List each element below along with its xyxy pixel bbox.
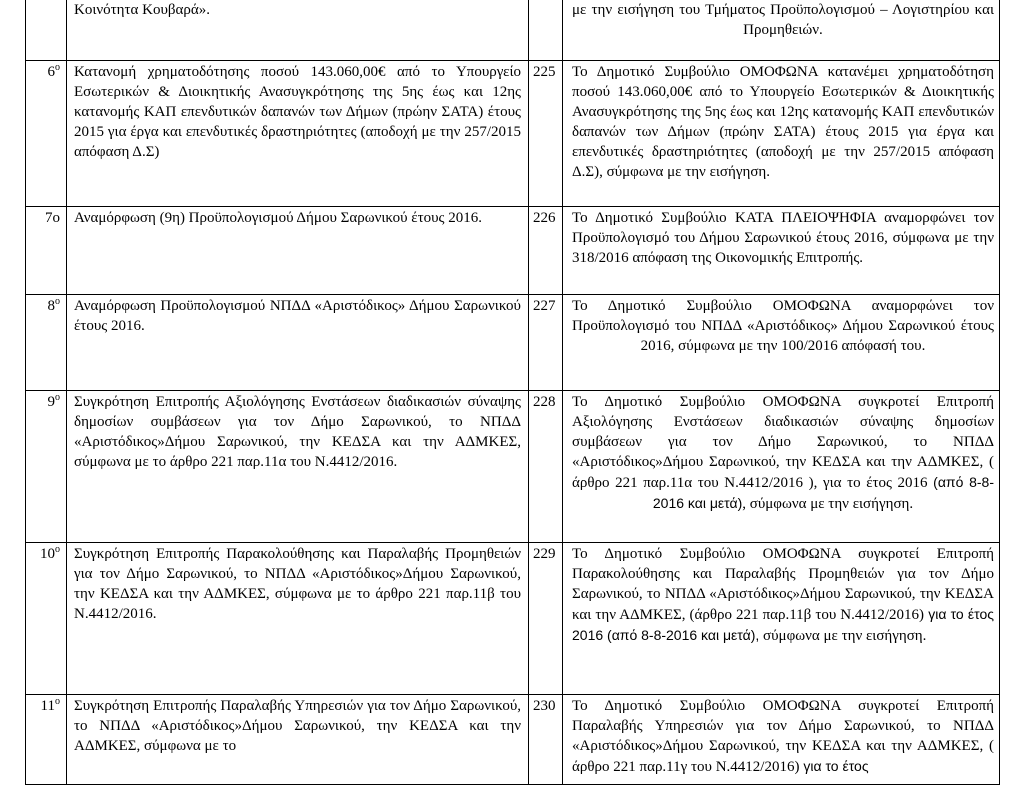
decision-text: Το Δημοτικό Συμβούλιο ΟΜΟΦΩΝΑ συγκροτεί Επιτροπή Παρακολούθησης και Παραλαβής Προμηθειών για τον Δήμο Σαρωνικού, το ΝΠΔΔ «Αριστόδικος»Δήμου Σαρωνικού, την ΚΕΔΣΑ και την ΑΔΜΚΕΣ, (άρθρο 221 παρ.11β του Ν.4412/2016) για το έτος 2016 (από 8-8-2016 και μετά), σύμφωνα με την εισήγηση. bbox=[563, 543, 1000, 695]
table-row bbox=[26, 61, 1000, 207]
table-row bbox=[26, 695, 1000, 785]
decision-number: 227 bbox=[529, 295, 563, 391]
decision-text: Το Δημοτικό Συμβούλιο ΟΜΟΦΩΝΑ συγκροτεί Επιτροπή Παραλαβής Υπηρεσιών για τον Δήμο Σαρωνικού, το ΝΠΔΔ «Αριστόδικος»Δήμου Σαρωνικού, την ΚΕΔΣΑ και την ΑΔΜΚΕΣ, ( άρθρο 221 παρ.11γ του Ν.4412/2016) για το έτος bbox=[563, 695, 1000, 785]
item-subject: Κατανομή χρηματοδότησης ποσού 143.060,00€ από το Υπουργείο Εσωτερικών & Διοικητικής Ανασυγκρότησης της 5ης έως και 12ης κατανομής ΚΑΠ επενδυτικών δαπανών των Δήμων (πρώην ΣΑΤΑ) έτους 2015 για έργα και επενδυτικές δραστηριότητες (αποδοχή με την 257/2015 απόφαση Δ.Σ) bbox=[67, 61, 529, 207]
decision-text: Το Δημοτικό Συμβούλιο ΟΜΟΦΩΝΑ κατανέμει χρηματοδότηση ποσού 143.060,00€ από το Υπουργείο Εσωτερικών & Διοικητικής Ανασυγκρότησης της 5ης έως και 12ης κατανομής ΚΑΠ επενδυτικών δαπανών των Δήμων (πρώην ΣΑΤΑ) έτους 2015 για έργα και επενδυτικές δραστηριότητες (αποδοχή με την 257/2015 απόφαση Δ.Σ), σύμφωνα με την εισήγηση. bbox=[563, 61, 1000, 207]
item-subject: Αναμόρφωση Προϋπολογισμού ΝΠΔΔ «Αριστόδικος» Δήμου Σαρωνικού έτους 2016. bbox=[67, 295, 529, 391]
item-number: $6^o$ bbox=[26, 61, 67, 207]
decision-text: Το Δημοτικό Συμβούλιο ΟΜΟΦΩΝΑ αναμορφώνει τον Προϋπολογισμό του ΝΠΔΔ «Αριστόδικος» Δήμου Σαρωνικού έτους 2016, σύμφωνα με την 100/2016 απόφασή του. bbox=[563, 295, 1000, 391]
item-number: $9^o$ bbox=[26, 391, 67, 543]
item-number: $11^o$ bbox=[26, 695, 67, 785]
decision-number: 226 bbox=[529, 207, 563, 295]
decision-number: 229 bbox=[529, 543, 563, 695]
item-subject: Συγκρότηση Επιτροπής Παρακολούθησης και Παραλαβής Προμηθειών για τον Δήμο Σαρωνικού, το ΝΠΔΔ «Αριστόδικος»Δήμου Σαρωνικού, την ΚΕΔΣΑ και την ΑΔΜΚΕΣ, σύμφωνα με το άρθρο 221 παρ.11β του Ν.4412/2016. bbox=[67, 543, 529, 695]
item-number: $10^o$ bbox=[26, 543, 67, 695]
table-row bbox=[26, 391, 1000, 543]
item-subject: Κοινότητα Κουβαρά». bbox=[67, 0, 529, 61]
item-number: 7ο bbox=[26, 207, 67, 295]
decision-number bbox=[529, 0, 563, 61]
table-row bbox=[26, 207, 1000, 295]
table-row bbox=[26, 295, 1000, 391]
table-row bbox=[26, 0, 1000, 61]
item-subject: Συγκρότηση Επιτροπής Παραλαβής Υπηρεσιών για τον Δήμο Σαρωνικού, το ΝΠΔΔ «Αριστόδικος»Δήμου Σαρωνικού, την ΚΕΔΣΑ και την ΑΔΜΚΕΣ, σύμφωνα με το bbox=[67, 695, 529, 785]
decision-text: με την εισήγηση του Τμήματος Προϋπολογισμού – Λογιστηρίου και Προμηθειών. bbox=[563, 0, 1000, 61]
table-row bbox=[26, 543, 1000, 695]
decision-number: 225 bbox=[529, 61, 563, 207]
item-number: $8^o$ bbox=[26, 295, 67, 391]
item-subject: Συγκρότηση Επιτροπής Αξιολόγησης Ενστάσεων διαδικασιών σύναψης δημοσίων συμβάσεων για τον Δήμο Σαρωνικού, το ΝΠΔΔ «Αριστόδικος»Δήμου Σαρωνικού, την ΚΕΔΣΑ και την ΑΔΜΚΕΣ, σύμφωνα με το άρθρο 221 παρ.11α του Ν.4412/2016. bbox=[67, 391, 529, 543]
decision-text: Το Δημοτικό Συμβούλιο ΚΑΤΑ ΠΛΕΙΟΨΗΦΙΑ αναμορφώνει τον Προϋπολογισμό του Δήμου Σαρωνικού έτους 2016, σύμφωνα με την 318/2016 απόφαση της Οικονομικής Επιτροπής. bbox=[563, 207, 1000, 295]
decision-number: 228 bbox=[529, 391, 563, 543]
item-number bbox=[26, 0, 67, 61]
item-subject: Αναμόρφωση (9η) Προϋπολογισμού Δήμου Σαρωνικού έτους 2016. bbox=[67, 207, 529, 295]
decision-number: 230 bbox=[529, 695, 563, 785]
decision-text: Το Δημοτικό Συμβούλιο ΟΜΟΦΩΝΑ συγκροτεί Επιτροπή Αξιολόγησης Ενστάσεων διαδικασιών σύναψης δημοσίων συμβάσεων για τον Δήμο Σαρωνικού, το ΝΠΔΔ «Αριστόδικος»Δήμου Σαρωνικού, την ΚΕΔΣΑ και την ΑΔΜΚΕΣ, ( άρθρο 221 παρ.11α του Ν.4412/2016 ), για το έτος 2016 (από 8-8-2016 και μετά), σύμφωνα με την εισήγηση. bbox=[563, 391, 1000, 543]
minutes-table bbox=[25, 0, 1000, 785]
